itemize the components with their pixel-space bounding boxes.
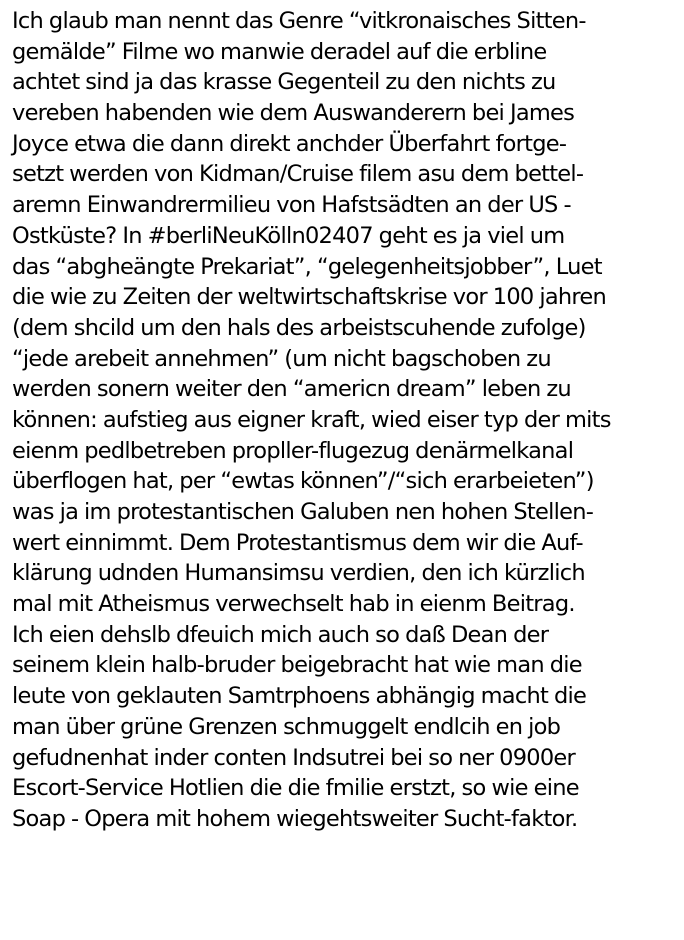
text-line: seinem klein halb-bruder beigebracht hat wie man die bbox=[12, 652, 582, 679]
text-line: aremn Einwandrermilieu von Hafstsädten an der US - bbox=[12, 192, 571, 219]
text-line: überflogen hat, per “ewtas können”/“sich erarbeieten”) bbox=[12, 468, 594, 495]
text-line: mal mit Atheismus verwechselt hab in eienm Beitrag. bbox=[12, 591, 575, 618]
text-line: die wie zu Zeiten der weltwirtschaftskrise vor 100 jahren bbox=[12, 284, 607, 311]
text-line: Ostküste? In #berliNeuKölln02407 geht es ja viel um bbox=[12, 222, 565, 249]
text-line: können: aufstieg aus eigner kraft, wied eiser typ der mits bbox=[12, 406, 611, 433]
text-line: (dem shcild um den hals des arbeistscuhende zufolge) bbox=[12, 314, 586, 341]
text-line: man über grüne Grenzen schmuggelt endlcih en job bbox=[12, 713, 561, 740]
text-line: werden sonern weiter den “americn dream” leben zu bbox=[12, 376, 571, 403]
text-line: was ja im protestantischen Galuben nen hohen Stellen- bbox=[12, 499, 594, 525]
text-line: Soap - Opera mit hohem wiegehtsweiter Sucht-faktor. bbox=[12, 805, 578, 832]
text-line: das “abgheängte Prekariat”, “gelegenheitsjobber”, Luet bbox=[12, 253, 602, 280]
text-line: leute von geklauten Samtrphoens abhängig macht die bbox=[12, 683, 587, 710]
text-line: setzt werden von Kidman/Cruise filem asu dem bettel- bbox=[12, 161, 584, 188]
text-line: klärung udnden Humansimsu verdien, den ich kürzlich bbox=[12, 560, 585, 587]
text-line: vereben habenden wie dem Auswanderern bei James bbox=[12, 100, 575, 127]
text-line: “jede arebeit annehmen” (um nicht bagschoben zu bbox=[12, 345, 551, 372]
text-line: Escort-Service Hotlien die die fmilie erstzt, so wie eine bbox=[12, 775, 579, 802]
text-line: gefudnenhat inder conten Indsutrei bei so ner 0900er bbox=[12, 744, 576, 771]
text-line: eienm pedlbetreben propller-flugezug denärmelkanal bbox=[12, 437, 574, 464]
text-line: Ich glaub man nennt das Genre “vitkronaisches Sitten- bbox=[12, 8, 586, 34]
text-line: achtet sind ja das krasse Gegenteil zu den nichts zu bbox=[12, 69, 556, 96]
body-text bbox=[12, 6, 680, 835]
text-line: gemälde” Filme wo manwie deradel auf die erbline bbox=[12, 38, 547, 65]
text-line: wert einnimmt. Dem Protestantismus dem wir die Auf- bbox=[12, 529, 583, 556]
text-line: Joyce etwa die dann direkt anchder Überfahrt fortge- bbox=[12, 130, 567, 157]
text-line: Ich eien dehslb dfeuich mich auch so daß Dean der bbox=[12, 621, 549, 648]
